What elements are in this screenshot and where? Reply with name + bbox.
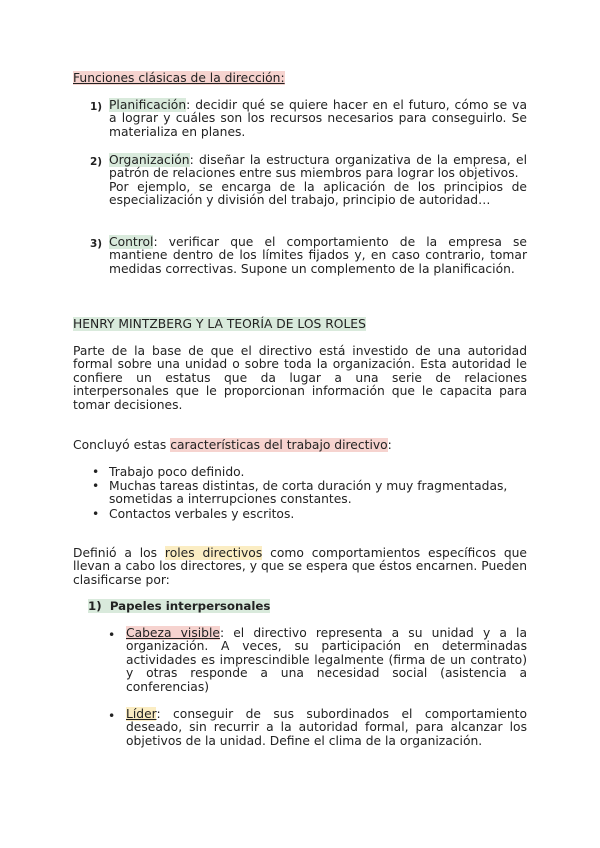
item-term-planificacion: Planificación <box>109 98 187 112</box>
defined-suffix: como comportamientos específicos que llevan a cabo los directores, y que se espera que éstos encarnen. Pueden clasificarse por: <box>73 546 527 587</box>
defined-highlight: roles directivos <box>164 546 263 560</box>
item-text-planificacion: : decidir qué se quiere hacer en el futuro, cómo se va a lograr y cuáles son los recursos necesarios para conseguirlo. Se materializa en planes. <box>109 98 527 139</box>
role-term: Líder <box>126 707 157 721</box>
item-number-1: 1) <box>90 101 103 113</box>
role-term: Cabeza visible <box>126 626 220 640</box>
defined-prefix: Definió a los <box>73 546 165 560</box>
functions-heading <box>73 72 285 85</box>
bullet-dot: • <box>92 465 100 479</box>
item-number-3: 3) <box>90 238 103 250</box>
characteristic-item: Trabajo poco definido. <box>109 465 245 479</box>
item-term-organizacion: Organización <box>109 153 190 167</box>
characteristic-item: Contactos verbales y escritos. <box>109 507 295 521</box>
item-control <box>109 236 527 276</box>
subheading-number: 1) <box>88 599 102 613</box>
item-planificacion <box>109 99 527 139</box>
bullet-dot: • <box>92 479 100 493</box>
role-text: : conseguir de sus subordinados el comportamiento deseado, sin recurrir a la autoridad formal, para alcanzar los objetivos de la unidad. Define el clima de la organización. <box>126 707 527 748</box>
item-extra-organizacion: Por ejemplo, se encarga de la aplicación de los principios de especialización y división del trabajo, principio de autoridad… <box>109 179 527 208</box>
item-text-organizacion: : diseñar la estructura organizativa de la empresa, el patrón de relaciones entre sus miembros para lograr los objetivos. <box>109 153 527 181</box>
role-lider <box>126 708 527 748</box>
subheading <box>88 600 270 613</box>
bullet-dot: • <box>92 507 100 521</box>
mintzberg-heading <box>73 318 366 331</box>
role-text: : el directivo representa a su unidad y a la organización. A veces, su participación en determinadas actividades es imprescindible legalmente (firma de un contrato) y otras responde a una necesidad social (asistencia a conferencias) <box>126 626 527 694</box>
concluded-line <box>73 439 392 452</box>
characteristic-item: Muchas tareas distintas, de corta duración y muy fragmentadas, sometidas a interrupciones constantes. <box>109 479 508 507</box>
concluded-prefix: Concluyó estas <box>73 438 171 452</box>
item-organizacion <box>109 154 527 208</box>
bullet-dot: • <box>108 709 116 723</box>
defined-paragraph <box>73 547 527 587</box>
item-number-2: 2) <box>90 156 103 168</box>
concluded-highlight: características del trabajo directivo <box>170 438 388 452</box>
functions-heading-text: Funciones clásicas de la dirección: <box>73 71 285 85</box>
item-term-control: Control <box>109 235 154 249</box>
bullet-dot: • <box>108 628 116 642</box>
concluded-suffix: : <box>387 438 392 452</box>
item-text-control: : verificar que el comportamiento de la empresa se mantiene dentro de los límites fijados y, en caso contrario, tomar medidas correctivas. Supone un complemento de la planificación. <box>109 235 527 276</box>
mintzberg-heading-text: HENRY MINTZBERG Y LA TEORÍA DE LOS ROLES <box>73 317 366 331</box>
mintzberg-intro: Parte de la base de que el directivo está investido de una autoridad formal sobre una unidad o sobre toda la organización. Esta autoridad le confiere un estatus que da lugar a una serie de relaciones interpersonales que le proporcionan información que le capacita para tomar decisiones. <box>73 344 527 412</box>
subheading-text: Papeles interpersonales <box>109 599 271 613</box>
role-cabeza-visible <box>126 627 527 694</box>
